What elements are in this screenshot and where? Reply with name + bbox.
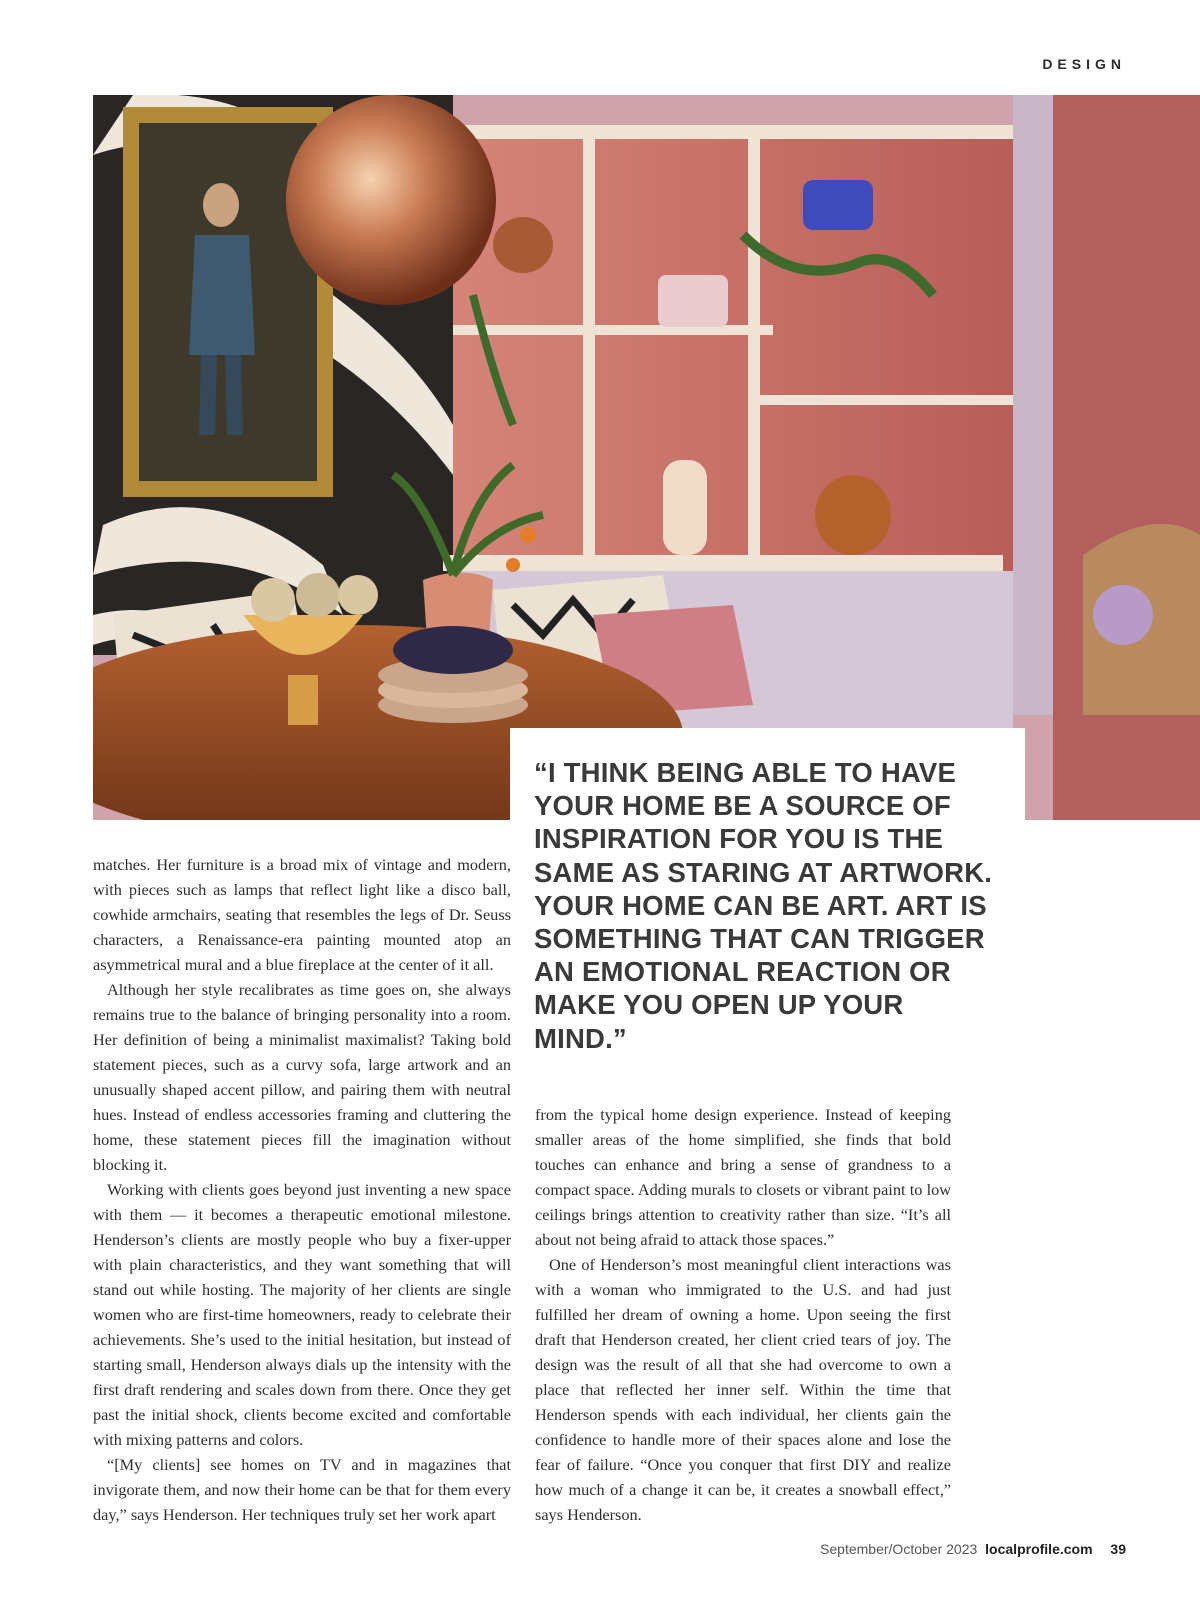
issue-date: September/October 2023 [820, 1541, 978, 1557]
paragraph: One of Henderson’s most meaningful client interactions was with a woman who immigrated to the U.S. and had just fulfilled her dream of owning a home. Upon seeing the first draft that Henderson created, her client cried tears of joy. The design was the result of all that she had overcome to own a place that reflected her inner self. Within the time that Henderson spends with each individual, her clients gain the confidence to handle more of their spaces alone and lose the fear of failure. “Once you conquer that first DIY and realize how much of a change it can be, it creates a snowball effect,” says Henderson. [535, 1255, 951, 1524]
pull-quote-text: “I THINK BEING ABLE TO HAVE YOUR HOME BE A SOURCE OF INSPIRATION FOR YOU IS THE SAME AS STARING AT ARTWORK. YOUR HOME CAN BE ART. ART IS SOMETHING THAT CAN TRIGGER AN EMOTIONAL REACTION OR MAKE YOU OPEN UP YOUR MIND.” [534, 757, 993, 1054]
paragraph: Although her style recalibrates as time goes on, she always remains true to the balance of bringing personality into a room. Her definition of being a minimalist maximalist? Taking bold statement pieces, such as a curvy sofa, large artwork and an unusually shaped accent pillow, and pairing them with neutral hues. Instead of endless accessories framing and cluttering the home, these statement pieces fill the imagination without blocking it. [93, 980, 511, 1174]
paragraph: matches. Her furniture is a broad mix of vintage and modern, with pieces such as lamps that reflect light like a disco ball, cowhide armchairs, seating that resembles the legs of Dr. Seuss characters, a Renaissance-era painting mounted atop an asymmetrical mural and a blue fireplace at the center of it all. [93, 855, 511, 974]
paragraph: from the typical home design experience. Instead of keeping smaller areas of the home simplified, she finds that bold touches can enhance and bring a sense of grandness to a compact space. Adding murals to closets or vibrant paint to low ceilings brings attention to creativity rather than size. “It’s all about not being afraid to attack those spaces.” [535, 1105, 951, 1249]
pull-quote [510, 728, 1025, 1058]
website-link[interactable]: localprofile.com [985, 1541, 1093, 1557]
page-footer [820, 1541, 1126, 1557]
dining-room-illustration [93, 95, 1200, 820]
paragraph: Working with clients goes beyond just inventing a new space with them — it becomes a therapeutic emotional milestone. Henderson’s clients are mostly people who buy a fixer-upper with plain characteristics, and they want something that will stand out while hosting. The majority of her clients are single women who are first-time homeowners, ready to celebrate their achievements. She’s used to the initial hesitation, but instead of starting small, Henderson always dials up the intensity with the first draft rendering and scales down from there. Once they get past the initial shock, clients become excited and comfortable with mixing patterns and colors. [93, 1180, 511, 1449]
paragraph: “[My clients] see homes on TV and in magazines that invigorate them, and now their home can be that for them every day,” says Henderson. Her techniques truly set her work apart [93, 1455, 511, 1524]
page-number: 39 [1110, 1541, 1126, 1557]
body-column-left [93, 852, 511, 1527]
section-label: DESIGN [1042, 56, 1126, 72]
body-column-right [535, 1102, 951, 1527]
interior-photo [93, 95, 1200, 820]
